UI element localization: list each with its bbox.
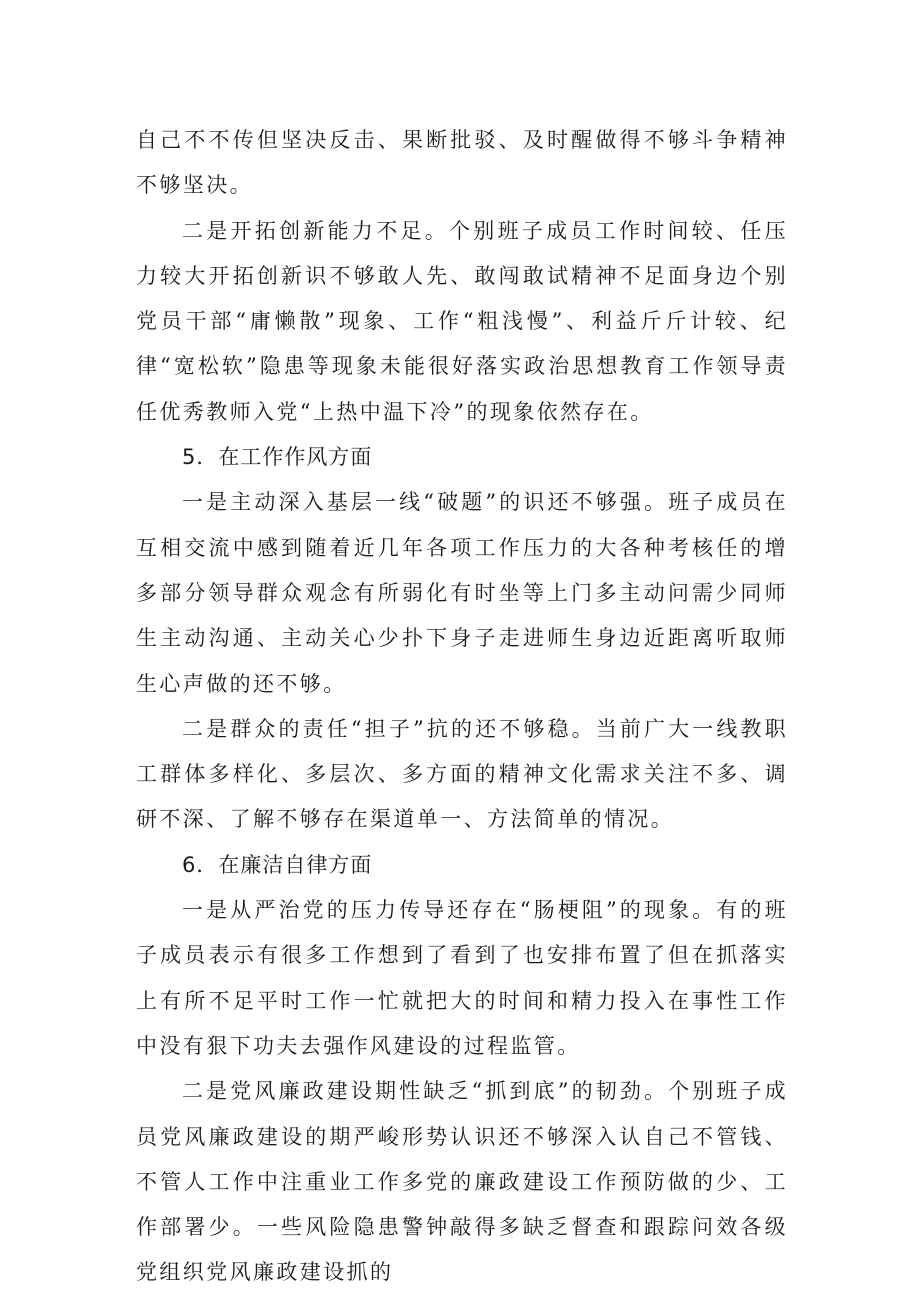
paragraph-continuation: 自己不不传但坚决反击、果断批驳、及时醒做得不够斗争精神不够坚决。 xyxy=(136,128,788,198)
document-body xyxy=(136,118,788,1296)
paragraph-party-conduct: 二是党风廉政建设期性缺乏“抓到底”的韧劲。个别班子成员党风廉政建设的期严峻形势认识还不够深入认自己不管钱、不管人工作中注重业工作多党的廉政建设工作预防做的少、工作部署少。一些风险隐患警钟敲得多缺乏督查和跟踪问效各级党组织党风廉政建设抓的 xyxy=(136,1079,788,1285)
paragraph-pressure-transmission: 一是从严治党的压力传导还存在“肠梗阻”的现象。有的班子成员表示有很多工作想到了看到了也安排布置了但在抓落实上有所不足平时工作一忙就把大的时间和精力投入在事性工作中没有狠下功夫去强作风建设的过程监管。 xyxy=(136,898,788,1058)
section-heading-integrity: 6．在廉洁自律方面 xyxy=(182,852,373,877)
section-heading-work-style: 5．在工作作风方面 xyxy=(182,445,373,470)
paragraph-innovation-ability: 二是开拓创新能力不足。个别班子成员工作时间较、任压力较大开拓创新识不够敢人先、敢闯敢试精神不足面身边个别党员干部“庸懒散”现象、工作“粗浅慢”、利益斤斤计较、纪律“宽松软”隐患等现象未能很好落实政治思想教育工作领导责任优秀教师入党“上热中温下冷”的现象依然存在。 xyxy=(136,218,788,424)
paragraph-grassroots: 一是主动深入基层一线“破题”的识还不够强。班子成员在互相交流中感到随着近几年各项工作压力的大各种考核任的增多部分领导群众观念有所弱化有时坐等上门多主动问需少同师生主动沟通、主动关心少扑下身子走进师生身边近距离听取师生心声做的还不够。 xyxy=(136,490,788,696)
paragraph-responsibility: 二是群众的责任“担子”抗的还不够稳。当前广大一线教职工群体多样化、多层次、多方面的精神文化需求关注不多、调研不深、了解不够存在渠道单一、方法简单的情况。 xyxy=(136,716,788,832)
